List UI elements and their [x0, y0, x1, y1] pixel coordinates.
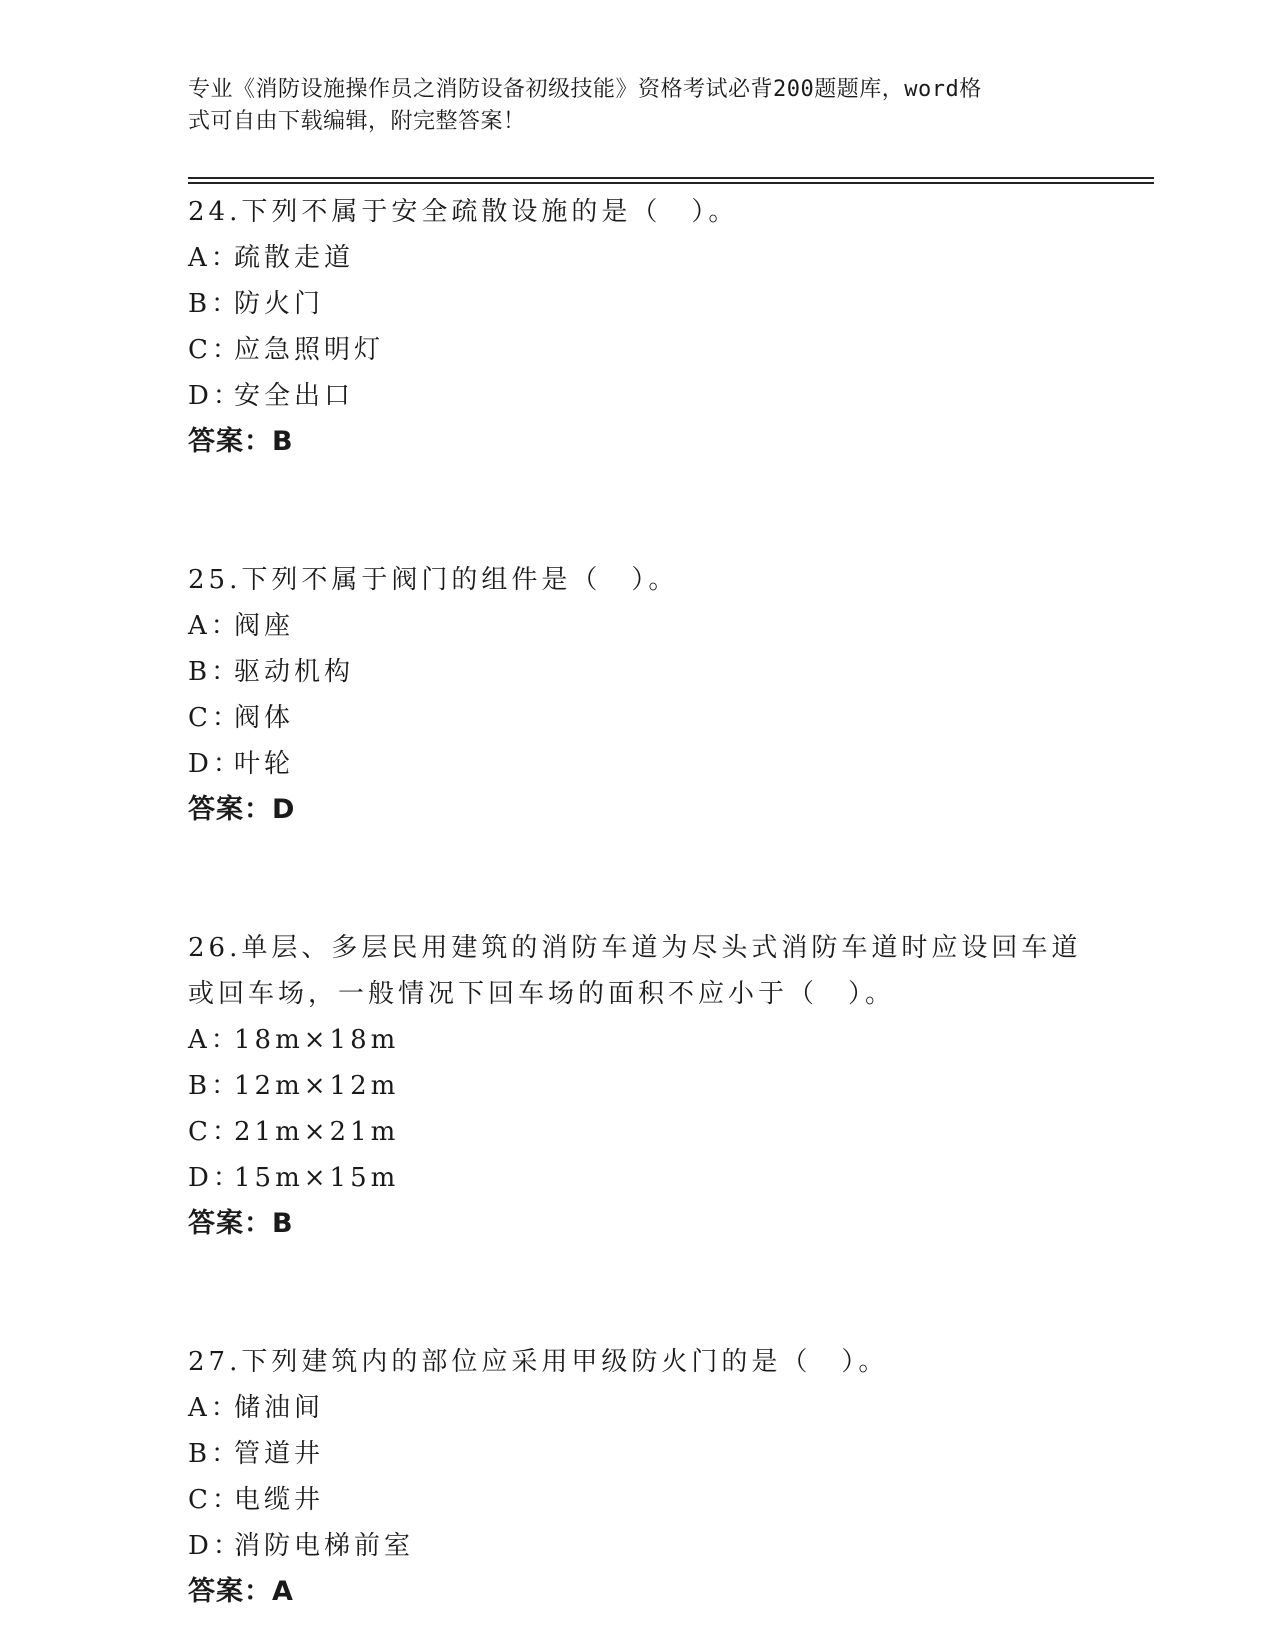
option-text: 驱动机构 [234, 657, 355, 687]
spacer [188, 465, 1088, 557]
option-key: C： [188, 1485, 242, 1515]
option-c [188, 695, 1088, 741]
question-24 [188, 189, 1088, 465]
option-c [188, 1109, 1088, 1155]
header-divider-top [188, 177, 1154, 179]
option-d [188, 1523, 1088, 1569]
question-27 [188, 1339, 1088, 1615]
option-b [188, 1063, 1088, 1109]
option-text: 12m×12m [234, 1071, 400, 1101]
option-key: A： [188, 243, 241, 273]
option-key: A： [188, 1393, 241, 1423]
question-25 [188, 557, 1088, 833]
option-key: A： [188, 611, 241, 641]
answer: 答案：A [188, 1576, 294, 1607]
option-a [188, 1385, 1088, 1431]
option-key: B： [188, 657, 242, 687]
option-key: B： [188, 1071, 242, 1101]
header-divider-bottom [188, 182, 1154, 184]
answer: 答案：B [188, 1208, 294, 1239]
option-text: 18m×18m [234, 1025, 400, 1055]
option-text: 阀座 [234, 611, 295, 641]
option-text: 电缆井 [234, 1485, 325, 1515]
option-key: D： [188, 1163, 243, 1193]
answer: 答案：B [188, 426, 294, 457]
question-stem: 26.单层、多层民用建筑的消防车道为尽头式消防车道时应设回车道或回车场，一般情况下回车场的面积不应小于（ ）。 [188, 933, 1082, 1009]
option-text: 15m×15m [234, 1163, 400, 1193]
option-c [188, 327, 1088, 373]
option-key: A： [188, 1025, 241, 1055]
question-stem: 27.下列建筑内的部位应采用甲级防火门的是（ ）。 [188, 1347, 889, 1377]
option-text: 管道井 [234, 1439, 325, 1469]
option-key: B： [188, 1439, 242, 1469]
question-26 [188, 925, 1088, 1247]
spacer [188, 833, 1088, 925]
option-key: C： [188, 1117, 242, 1147]
question-list [188, 189, 1088, 1615]
option-text: 阀体 [234, 703, 295, 733]
option-text: 消防电梯前室 [234, 1531, 415, 1561]
question-stem: 24.下列不属于安全疏散设施的是（ ）。 [188, 197, 739, 227]
option-b [188, 649, 1088, 695]
option-text: 应急照明灯 [234, 335, 385, 365]
spacer [188, 1247, 1088, 1339]
option-text: 安全出口 [234, 381, 355, 411]
answer: 答案：D [188, 794, 296, 825]
header-line-1: 专业《消防设施操作员之消防设备初级技能》资格考试必背200题题库，word格 [188, 77, 982, 102]
option-text: 21m×21m [234, 1117, 400, 1147]
option-text: 疏散走道 [234, 243, 355, 273]
document-header [188, 74, 1068, 138]
option-d [188, 741, 1088, 787]
option-a [188, 603, 1088, 649]
option-a [188, 1017, 1088, 1063]
option-a [188, 235, 1088, 281]
option-b [188, 1431, 1088, 1477]
option-key: C： [188, 703, 242, 733]
question-stem: 25.下列不属于阀门的组件是（ ）。 [188, 565, 679, 595]
option-key: D： [188, 1531, 243, 1561]
option-key: D： [188, 749, 243, 779]
option-d [188, 373, 1088, 419]
option-text: 储油间 [234, 1393, 325, 1423]
option-b [188, 281, 1088, 327]
option-key: D： [188, 381, 243, 411]
header-line-2: 式可自由下载编辑，附完整答案！ [188, 109, 526, 134]
option-text: 防火门 [234, 289, 325, 319]
option-key: B： [188, 289, 242, 319]
option-c [188, 1477, 1088, 1523]
option-key: C： [188, 335, 242, 365]
option-d [188, 1155, 1088, 1201]
option-text: 叶轮 [234, 749, 295, 779]
